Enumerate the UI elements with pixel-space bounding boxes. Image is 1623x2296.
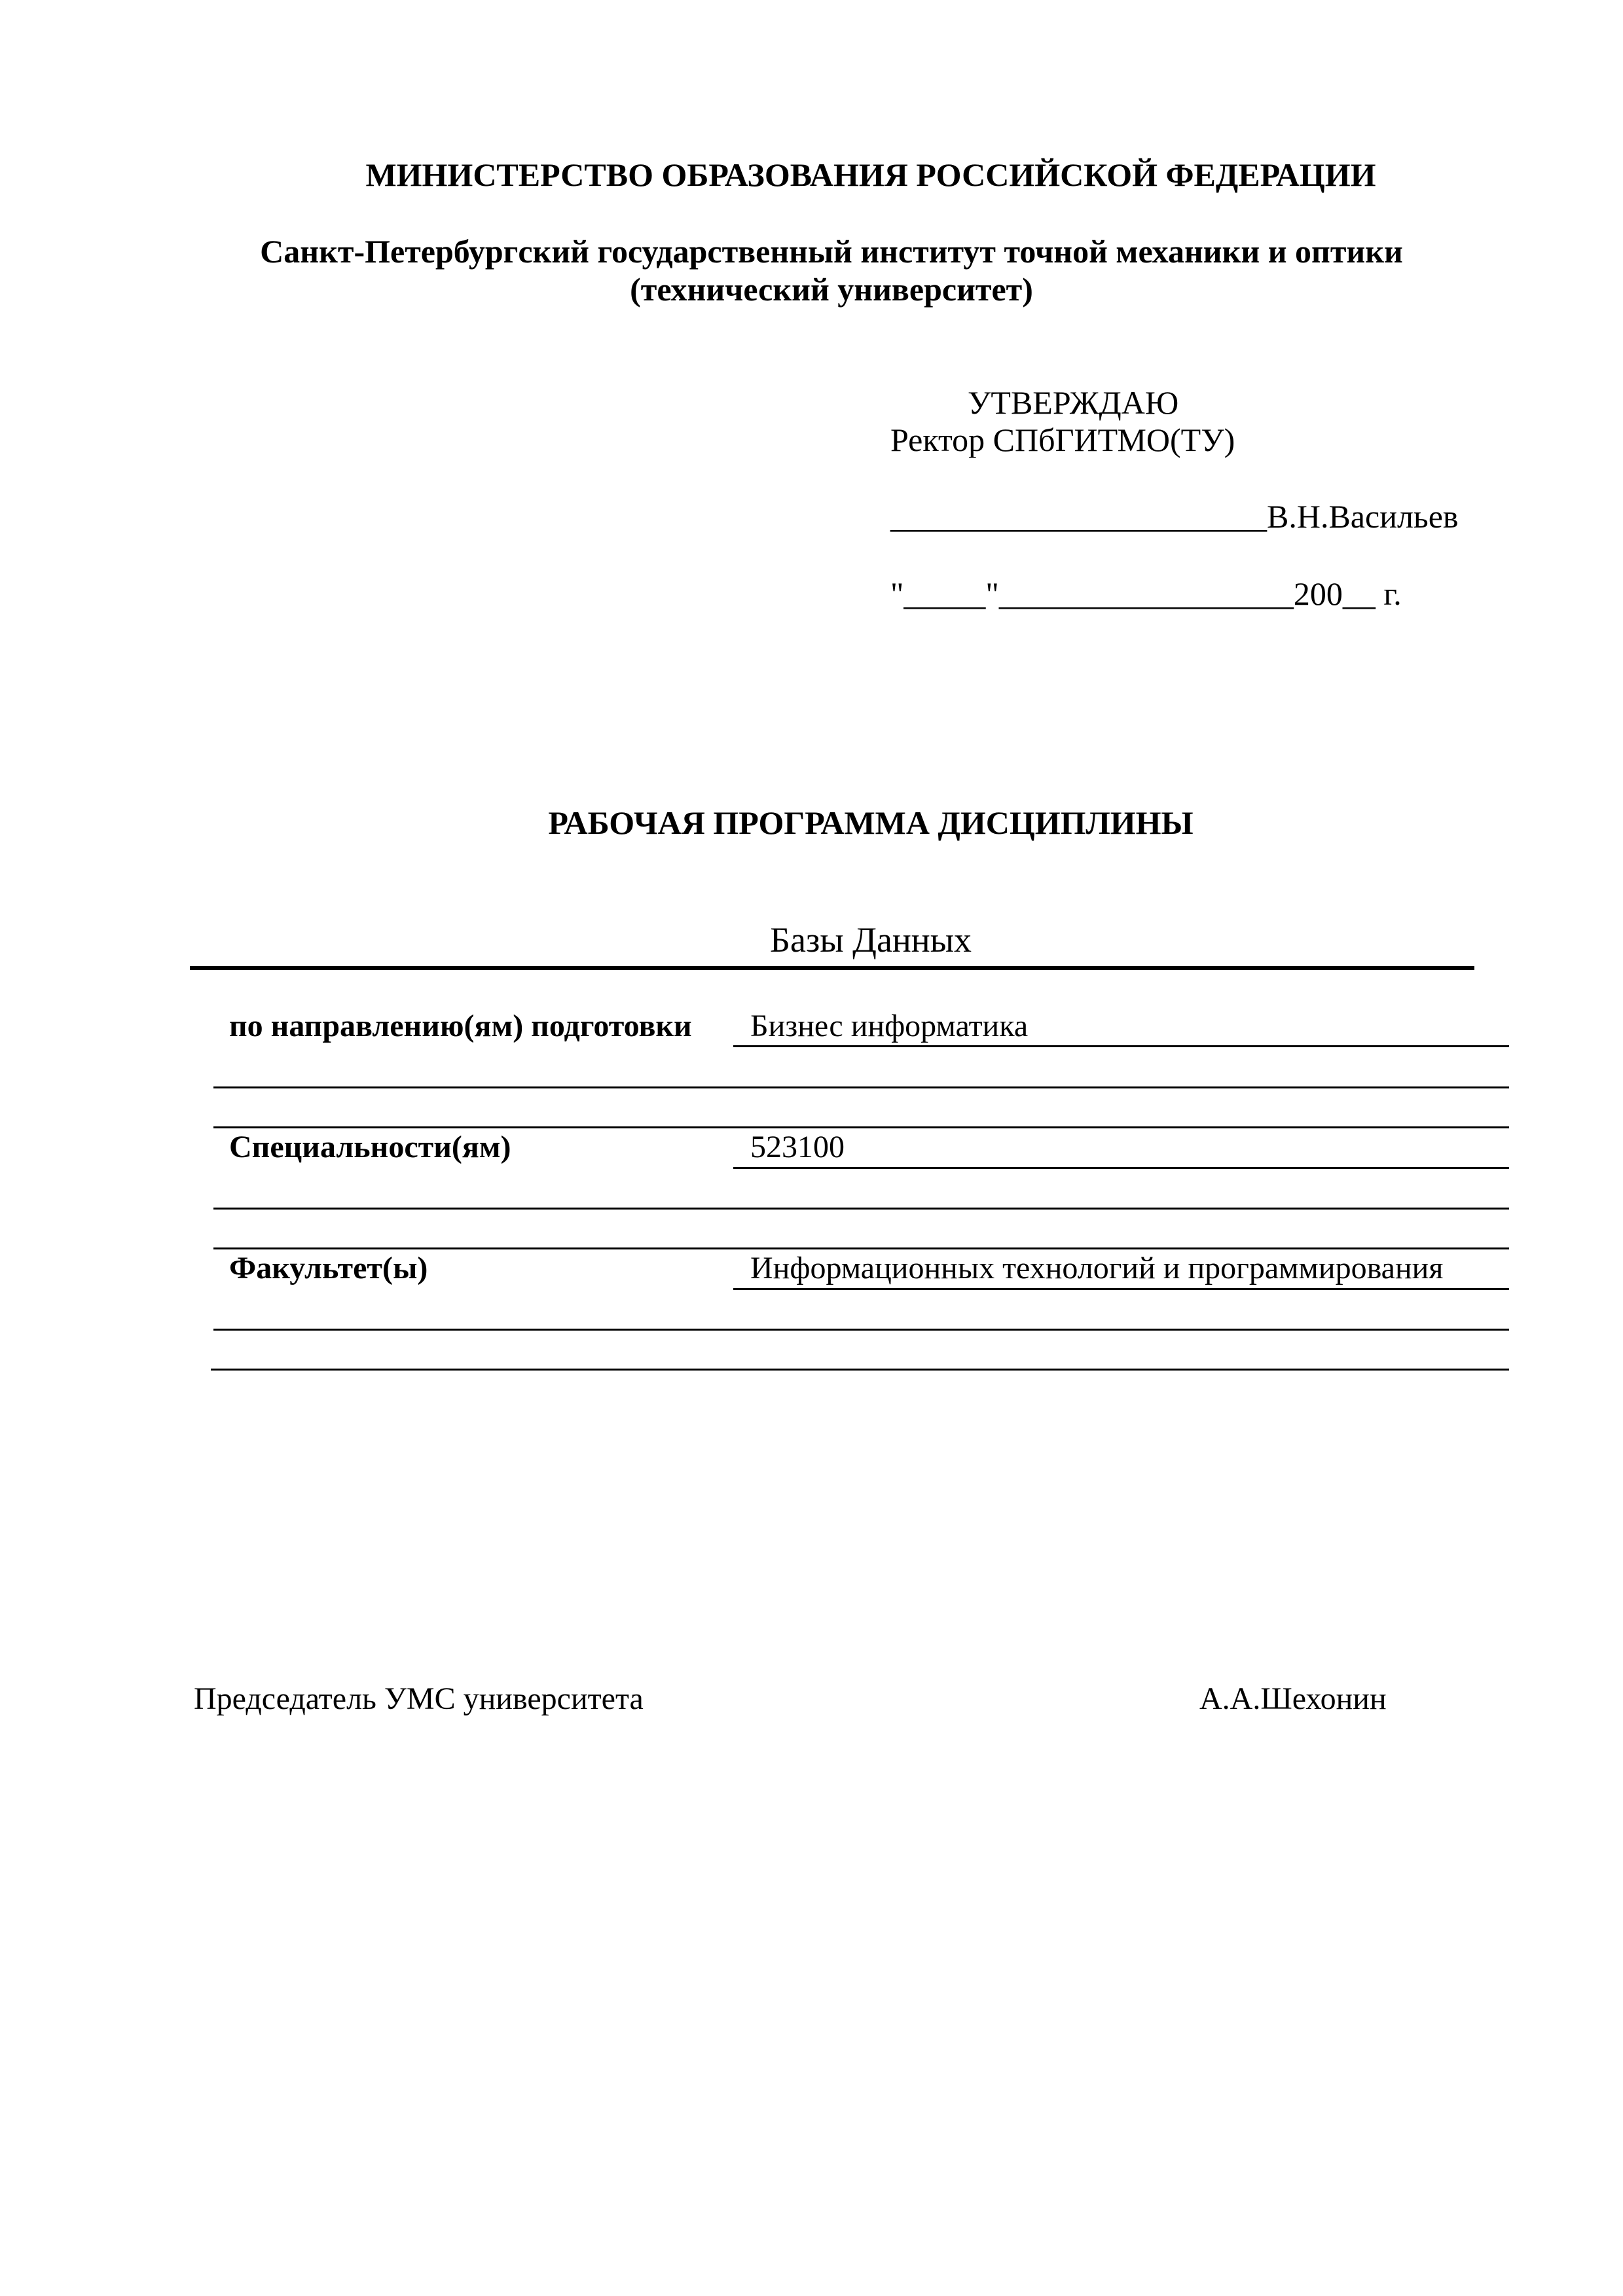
separator-line	[213, 1086, 1509, 1088]
date-line: "_____"__________________200__ г.	[890, 575, 1402, 612]
program-title: РАБОЧАЯ ПРОГРАММА ДИСЦИПЛИНЫ	[548, 804, 1194, 841]
separator-line	[213, 1208, 1509, 1210]
discipline-underline	[190, 966, 1474, 970]
faculty-value: Информационных технологий и программирования	[750, 1251, 1444, 1285]
direction-value: Бизнес информатика	[750, 1009, 1029, 1043]
specialty-value: 523100	[750, 1130, 845, 1164]
faculty-underline	[733, 1288, 1509, 1290]
ministry-heading: МИНИСТЕРСТВО ОБРАЗОВАНИЯ РОССИЙСКОЙ ФЕДЕРАЦИИ	[365, 156, 1376, 193]
separator-line	[213, 1126, 1509, 1128]
direction-label: по направлению(ям) подготовки	[229, 1009, 692, 1043]
specialty-label: Специальности(ям)	[229, 1130, 511, 1164]
institute-subtitle: (технический университет)	[630, 271, 1033, 308]
separator-line	[211, 1369, 1509, 1371]
chairman-label: Председатель УМС университета	[194, 1681, 644, 1716]
faculty-label: Факультет(ы)	[229, 1251, 428, 1285]
signature-line: _______________________В.Н.Васильев	[890, 498, 1459, 535]
approval-title: УТВЕРЖДАЮ	[968, 384, 1179, 421]
institute-name: Санкт-Петербургский государственный институт точной механики и оптики	[260, 233, 1403, 270]
discipline-name: Базы Данных	[770, 920, 972, 960]
separator-line	[213, 1247, 1509, 1249]
approval-role: Ректор СПбГИТМО(ТУ)	[890, 422, 1235, 458]
separator-line	[213, 1329, 1509, 1331]
chairman-name: А.А.Шехонин	[1199, 1681, 1387, 1716]
direction-underline	[733, 1045, 1509, 1047]
specialty-underline	[733, 1167, 1509, 1169]
